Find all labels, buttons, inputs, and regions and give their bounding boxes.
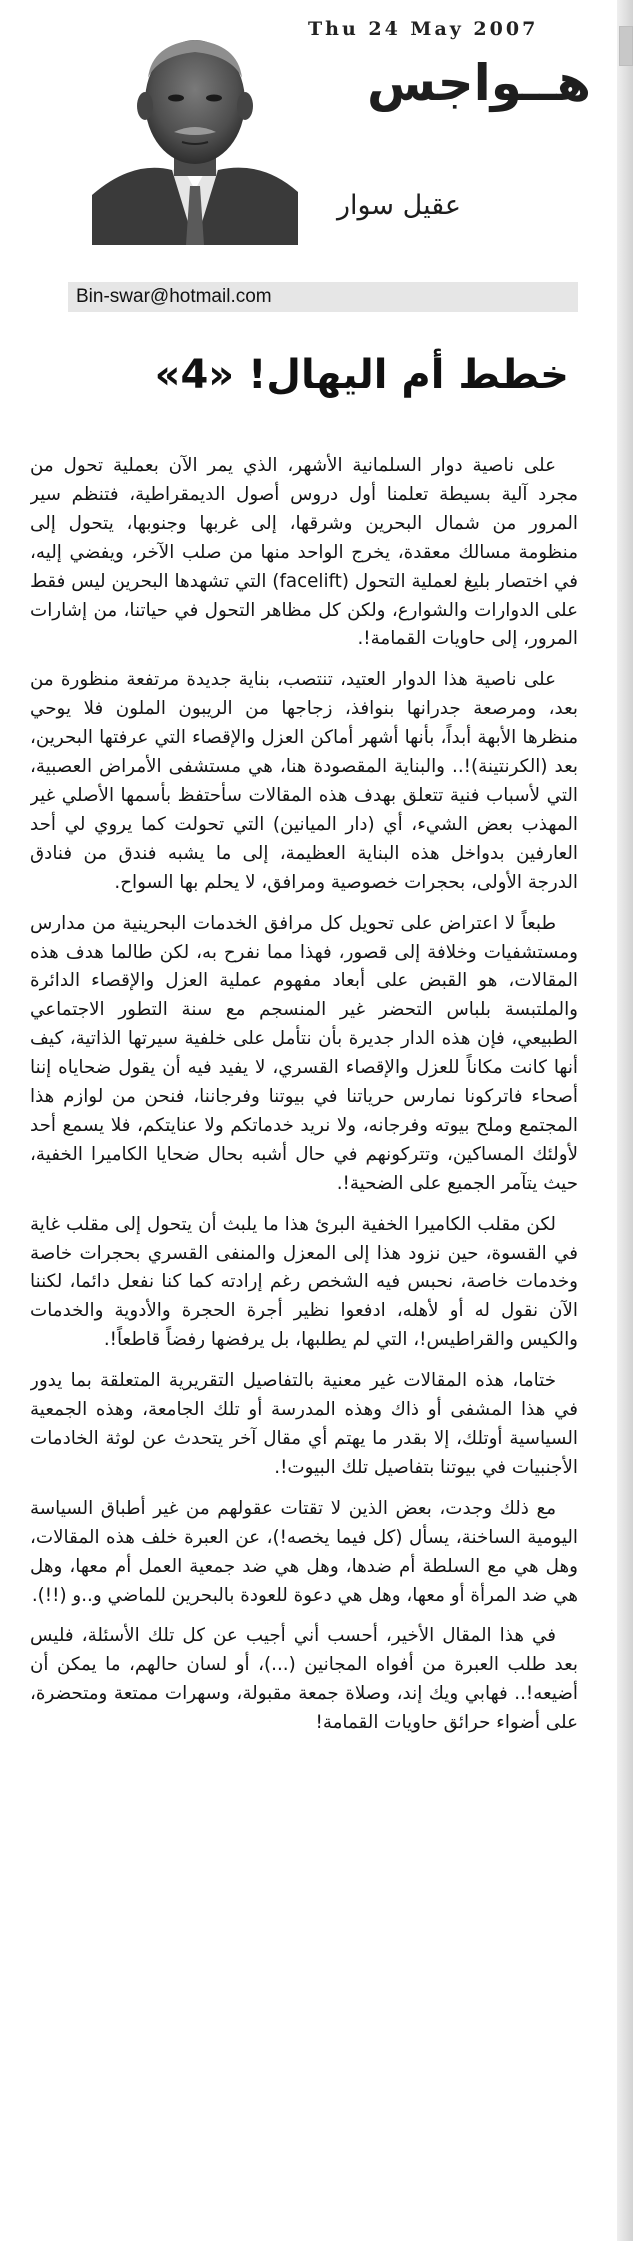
edge-marker: [619, 26, 633, 66]
column-title: هــواجس: [366, 54, 591, 112]
paragraph-6: مع ذلك وجدت، بعض الذين لا تقتات عقولهم من غير أطباق السياسة اليومية الساخنة، يسأل (كل فيما يخصه!)، عن العبرة خلف هذه المقالات، وهل هي مع السلطة أم ضدها، وهل هي ضد جمعية العمل أم معها، وهل هي ضد المرأة أو معها، وهل هي دعوة للعودة بالبحرين للماضي و..و (!!).: [30, 1497, 578, 1606]
paragraph-2: على ناصية هذا الدوار العتيد، تنتصب، بناية جديدة مرتفعة منظورة من بعد، ومرصعة جدرانها بنوافذ، زجاجها من الريبون الملون فلا يوحي منظرها الأبهة أبداً، بأنها أشهر أماكن العزل والإقصاء التي عرفتها البحرين، بعد (الكرنتينة)!.. والبناية المقصودة هنا، هي مستشفى الأمراض العصبية، التي لأسباب فنية تتعلق بهدف هذه المقالات سأحتفظ بأسمها الأصلي غير المهذب بعض الشيء، أي (دار الميانين) التي تحولت كما يروي لي أحد العارفين بدواخل هذه البناية العظيمة، إلى ما يشبه فندق من فنادق الدرجة الأولى، بحجرات خصوصية ومرافق، لا يحلم بها السواح.: [30, 669, 578, 893]
article-headline: خطط أم اليهال! «4»: [154, 352, 569, 398]
paragraph-4: لكن مقلب الكاميرا الخفية البرئ هذا ما يلبث أن يتحول إلى مقلب غاية في القسوة، حين نزود هذا إلى المعزل والمنفى القسري بحجرات خاصة وخدمات خاصة، نحبس فيه الشخص رغم إرادته كما كنا نفعل دائما، لكننا الآن نقول له أو لأهله، ادفعوا نظير أجرة الحجرة والأدوية والخدمات والكيس والقراطيس!، التي لم يطلبها، بل يرفضها رفضاً قاطعاً!.: [30, 1213, 578, 1351]
page-edge-strip: [617, 0, 633, 2241]
paragraph-5: ختاما، هذه المقالات غير معنية بالتفاصيل التقريرية المتعلقة بما يدور في هذا المشفى أو ذاك وهذه المدرسة أو تلك الجامعة، وهذه الجمعية السياسية أوتلك، إلا بقدر ما يهتم أي مقال آخر يتحدث عن لوثة الخادمات الأجنبيات في بيوتنا بتفاصيل تلك البيوت!.: [30, 1370, 578, 1478]
paragraph-1: على ناصية دوار السلمانية الأشهر، الذي يمر الآن بعملية تحول من مجرد آلية بسيطة تعلمنا أول دروس أصول الديمقراطية، فتنظم سير المرور من شمال البحرين وشرقها، إلى غربها وجنوبها، يتحول إلى منظومة مسالك معقدة، يخرج الواحد منها من صلب الآخر، ويفضي إليه، في اختصار بليغ لعملية التحول (facelift) التي تشهدها البحرين ليس فقط على الدوارات والشوارع، ولكن كل مظاهر التحول في حياتنا، من إشارات المرور، إلى حاويات القمامة!.: [30, 455, 578, 650]
issue-date: Thu 24 May 2007: [308, 18, 539, 40]
author-name: عقيل سوار: [336, 190, 461, 221]
article-body: [30, 452, 578, 2227]
paragraph-3: طبعاً لا اعتراض على تحويل كل مرافق الخدمات البحرينية من مدارس ومستشفيات وخلافة إلى قصور، فهذا مما نفرح به، لكن طالما هدف هذه المقالات، هو القبض على أبعاد مفهوم عملية العزل والإقصاء الدائرة والملتبسة بلباس التحضر غير المنسجم مع سنة التطور الاجتماعي الطبيعي، فإن هذه الدار جديرة بأن نتأمل على خلفية سيرتها الذاتية، كيف أنها كانت مكاناً للعزل والإقصاء القسري، لا يفيد فيه أن يقول ضحاياه إننا أصحاء فاتركونا نمارس حرياتنا في بيوتنا وفرجاننا، فنحن من لوازم هذا المجتمع وملح بيوته وفرجانه، ولا نريد خدماتكم ولا عنايتكم، فلا يسمع أحد لأولئك المساكين، وتتركونهم في حال أشبه بحال ضحايا الكاميرا الخفية، حيث يتآمر الجميع على الضحية!.: [30, 912, 578, 1194]
author-email: Bin-swar@hotmail.com: [68, 282, 578, 312]
paragraph-7: في هذا المقال الأخير، أحسب أني أجيب عن كل تلك الأسئلة، فليس بعد طلب العبرة من أفواه المجانين (...)، أو لسان حالهم، ما يمكن أن أضيعه!.. فهابي ويك إند، وصلاة جمعة مقبولة، وسهرات ممتعة ومتحضرة، على أضواء حرائق حاويات القمامة!: [30, 1625, 578, 1734]
